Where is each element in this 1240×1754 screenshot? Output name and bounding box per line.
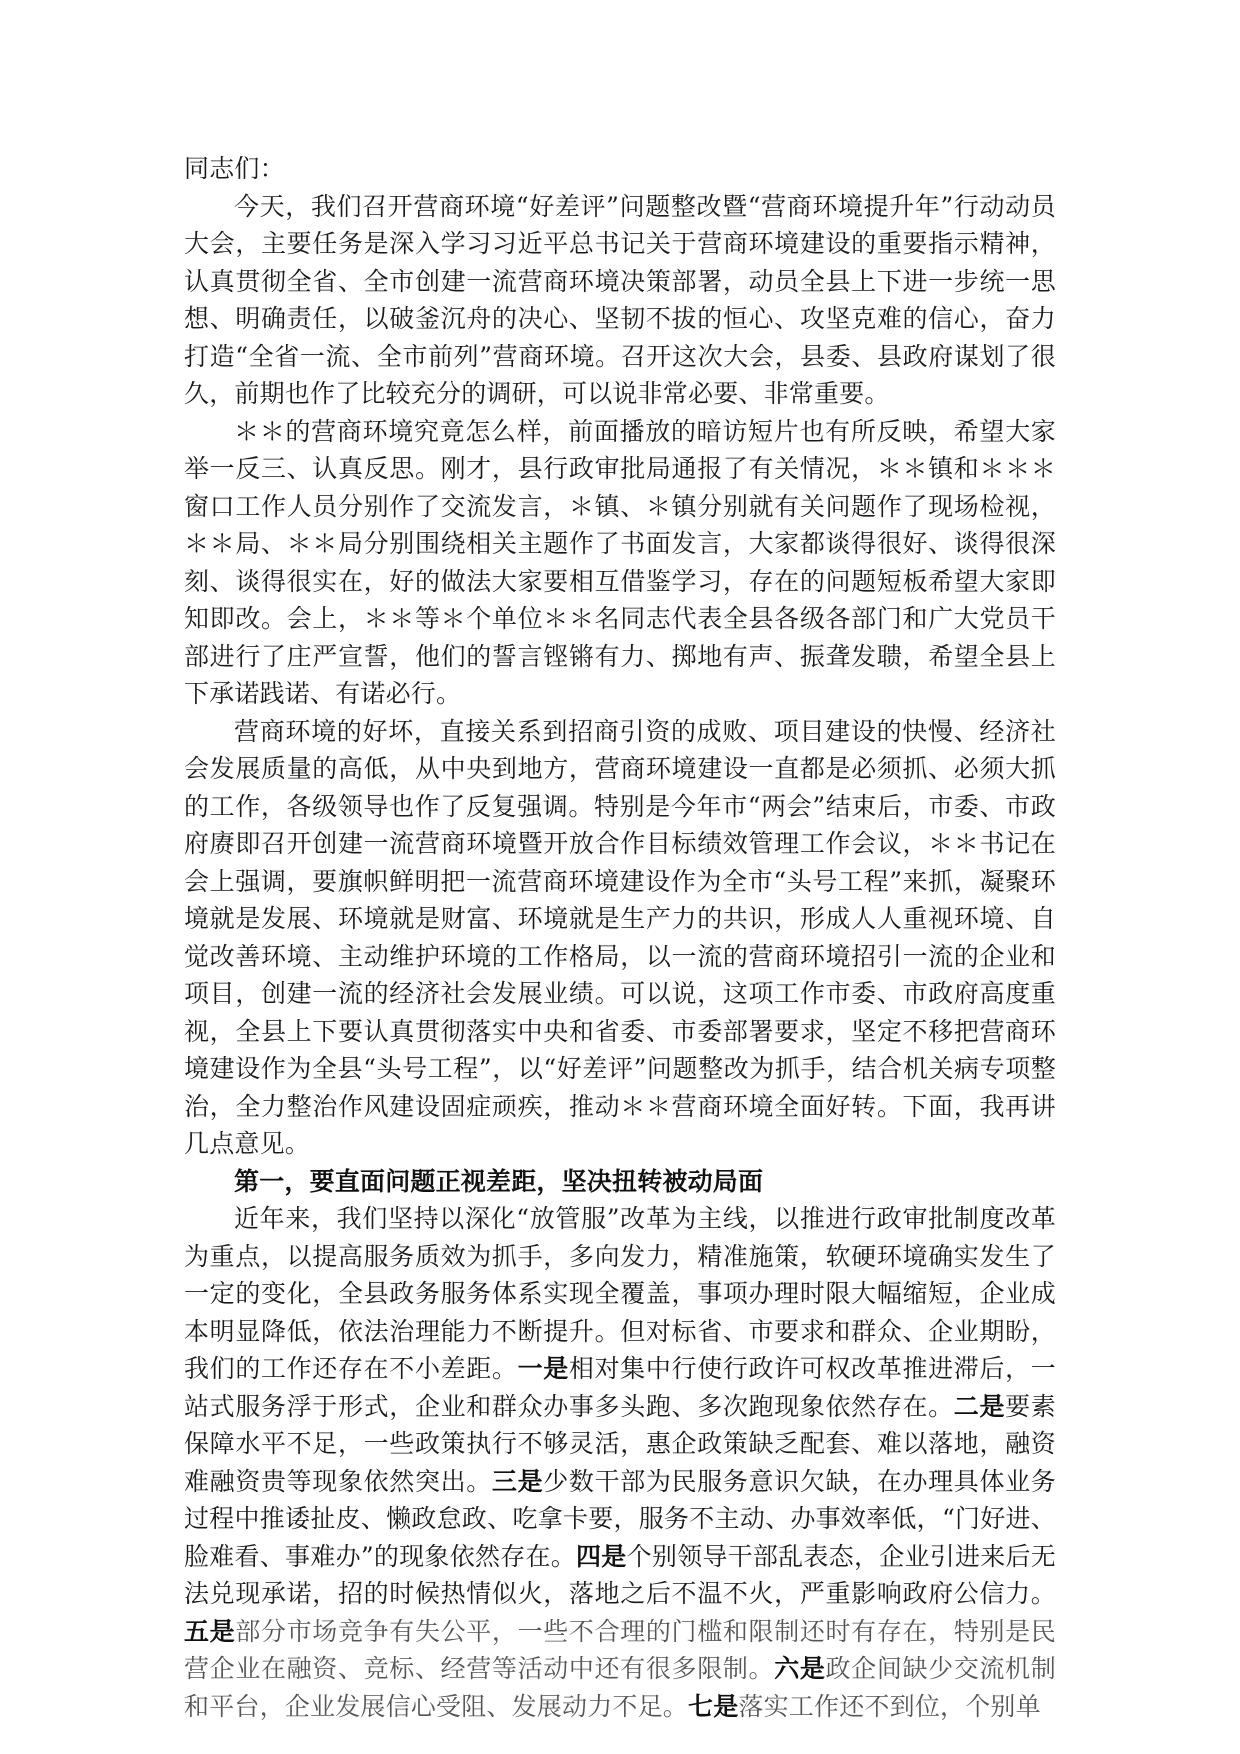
point-text: 政企间缺少交流机制和平台，企业发展信心受阻、发展动力不足。 — [184, 1654, 1056, 1721]
point-text: 要素保障水平不足，一些政策执行不够灵活，惠企政策缺乏配套、难以落地，融资难融资贵等现象依然突出。 — [184, 1391, 1056, 1496]
point-lead: 六是 — [774, 1654, 826, 1683]
point-text: 部分市场竞争有失公平，一些不合理的门槛和限制还时有存在，特别是民营企业在融资、竞标、经营等活动中还有很多限制。 — [184, 1616, 1056, 1683]
point-text: 落实工作还不到位，个别单 — [738, 1691, 1041, 1721]
point-text: 个别领导干部乱表态，企业引进来后无法兑现承诺，招的时候热情似火，落地之后不温不火，严重影响政府公信力。 — [184, 1541, 1057, 1608]
paragraph: 今天，我们召开营商环境“好差评”问题整改暨“营商环境提升年”行动动员大会，主要任务是深入学习习近平总书记关于营商环境建设的重要指示精神，认真贯彻全省、全市创建一流营商环境决策部署，动员全县上下进一步统一思想、明确责任，以破釜沉舟的决心、坚韧不拔的恒心、攻坚克难的信心，奋力打造“全省一流、全市前列”营商环境。召开这次大会，县委、县政府谋划了很久，前期也作了比较充分的调研，可以说非常必要、非常重要。 — [184, 191, 1056, 408]
point-lead: 七是 — [688, 1691, 739, 1721]
document-body — [184, 150, 1056, 1725]
section-heading: 第一，要直面问题正视差距，坚决扭转被动局面 — [234, 1166, 764, 1196]
greeting: 同志们： — [184, 154, 285, 183]
point-lead: 三是 — [491, 1466, 544, 1496]
point-lead: 二是 — [953, 1391, 1006, 1421]
point-lead: 一是 — [517, 1354, 569, 1383]
paragraph-problems — [184, 1200, 1056, 1725]
paragraph: ＊＊的营商环境究竟怎么样，前面播放的暗访短片也有所反映，希望大家举一反三、认真反思。刚才，县行政审批局通报了有关情况，＊＊镇和＊＊＊窗口工作人员分别作了交流发言，＊镇、＊镇分别就有关问题作了现场检视，＊＊局、＊＊局分别围绕相关主题作了书面发言，大家都谈得很好、谈得很深刻、谈得很实在，好的做法大家要相互借鉴学习，存在的问题短板希望大家即知即改。会上，＊＊等＊个单位＊＊名同志代表全县各级各部门和广大党员干部进行了庄严宣誓，他们的誓言铿锵有力、掷地有声、振聋发聩，希望全县上下承诺践诺、有诺必行。 — [184, 416, 1056, 708]
point-lead: 五是 — [184, 1616, 236, 1646]
point-lead: 四是 — [576, 1541, 627, 1571]
paragraph-intro: 近年来，我们坚持以深化“放管服”改革为主线，以推进行政审批制度改革为重点，以提高服务质效为抓手，多向发力，精准施策，软硬环境确实发生了一定的变化，全县政务服务体系实现全覆盖，事项办理时限大幅缩短，企业成本明显降低，依法治理能力不断提升。但对标省、市要求和群众、企业期盼，我们的工作还存在不小差距。 — [184, 1204, 1056, 1383]
point-text: 少数干部为民服务意识欠缺，在办理具体业务过程中推诿扯皮、懒政怠政、吃拿卡要，服务不主动、办事效率低，“门好进、脸难看、事难办”的现象依然存在。 — [184, 1466, 1056, 1571]
paragraph: 营商环境的好坏，直接关系到招商引资的成败、项目建设的快慢、经济社会发展质量的高低，从中央到地方，营商环境建设一直都是必须抓、必须大抓的工作，各级领导也作了反复强调。特别是今年市“两会”结束后，市委、市政府赓即召开创建一流营商环境暨开放合作目标绩效管理工作会议，＊＊书记在会上强调，要旗帜鲜明把一流营商环境建设作为全市“头号工程”来抓，凝聚环境就是发展、环境就是财富、环境就是生产力的共识，形成人人重视环境、自觉改善环境、主动维护环境的工作格局，以一流的营商环境招引一流的企业和项目，创建一流的经济社会发展业绩。可以说，这项工作市委、市政府高度重视，全县上下要认真贯彻落实中央和省委、市委部署要求，坚定不移把营商环境建设作为全县“头号工程”，以“好差评”问题整改为抓手，结合机关病专项整治，全力整治作风建设固症顽疾，推动＊＊营商环境全面好转。下面，我再讲几点意见。 — [184, 716, 1056, 1158]
point-text: 相对集中行使行政许可权改革推进滞后，一站式服务浮于形式，企业和群众办事多头跑、多次跑现象依然存在。 — [184, 1354, 1056, 1421]
